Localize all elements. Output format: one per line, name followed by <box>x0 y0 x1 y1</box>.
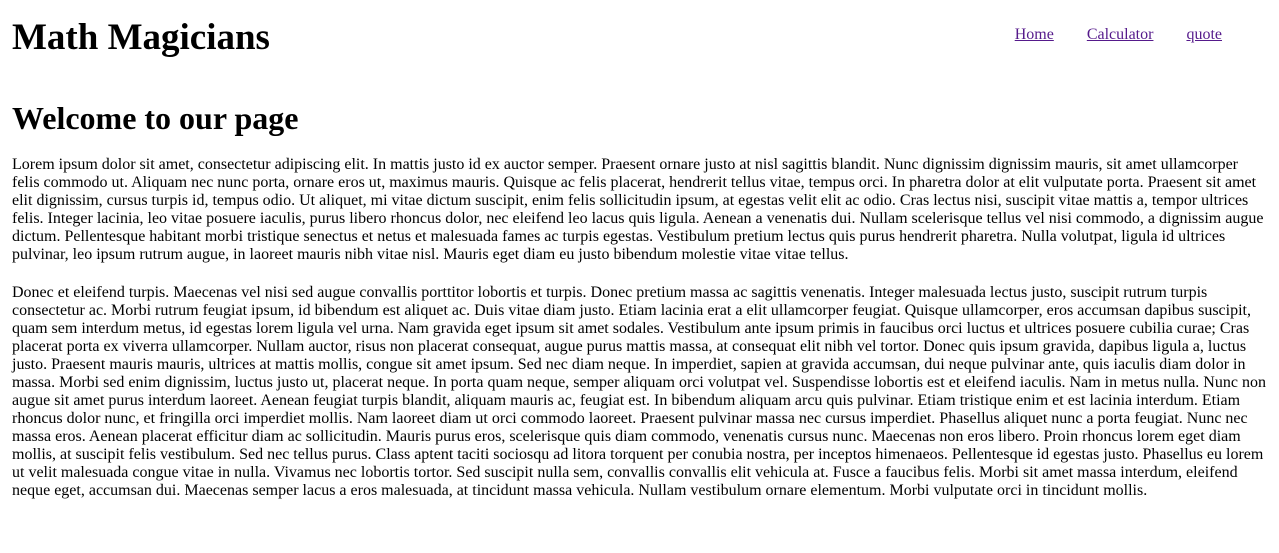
page-heading: Welcome to our page <box>12 100 299 136</box>
nav-link-calculator[interactable]: Calculator <box>1086 26 1154 43</box>
body-paragraph: Donec et eleifend turpis. Maecenas vel nisi sed augue convallis porttitor lobortis et turpis. Donec pretium massa ac sagittis venenatis. Integer malesuada lectus justo, suscipit rutrum turpis consectetur ac. Morbi rutrum feugiat ipsum, id bibendum est aliquet ac. Duis vitae diam justo. Etiam lacinia erat a elit ullamcorper feugiat. Quisque ullamcorper, eros accumsan dapibus suscipit, quam sem interdum metus, id egestas lorem ligula vel urna. Nam gravida eget ipsum sit amet sodales. Vestibulum ante ipsum primis in faucibus orci luctus et ultrices posuere cubilia curae; Cras placerat porta ex viverra ullamcorper. Nullam auctor, risus non placerat consequat, augue purus mattis massa, at consequat elit nibh vel tortor. Donec quis ipsum gravida, dapibus ligula a, luctus justo. Praesent mauris mauris, ultrices at mattis mollis, congue sit amet ipsum. Sed nec diam neque. In imperdiet, sapien at gravida accumsan, dui neque pulvinar ante, quis iaculis diam dolor in massa. Morbi sed enim dignissim, luctus justo ut, placerat neque. In porta quam neque, semper aliquam orci volutpat vel. Suspendisse lobortis est et eleifend iaculis. Nam in metus nulla. Nunc non augue sit amet purus interdum laoreet. Aenean feugiat turpis blandit, aliquam mauris ac, feugiat est. In bibendum aliquam arcu quis pulvinar. Etiam tristique enim et est lacinia interdum. Etiam rhoncus dolor nunc, et fringilla orci imperdiet mollis. Nam laoreet diam ut orci commodo laoreet. Praesent pulvinar massa nec cursus imperdiet. Phasellus aliquet nunc a porta feugiat. Nunc nec massa eros. Aenean placerat efficitur diam ac sollicitudin. Mauris purus eros, scelerisque quis diam commodo, venenatis cursus nunc. Maecenas non eros libero. Proin rhoncus lorem eget diam mollis, at suscipit felis vestibulum. Sed nec tellus purus. Class aptent taciti sociosqu ad litora torquent per conubia nostra, per inceptos himenaeos. Pellentesque id egestas justo. Phasellus eu lorem ut velit malesuada congue vitae in nulla. Vivamus nec lobortis tortor. Sed suscipit nulla sem, convallis convallis elit vehicula at. Fusce a faucibus felis. Morbi sit amet massa interdum, eleifend neque eget, accumsan dui. Maecenas semper lacus a eros malesuada, at tincidunt massa vehicula. Nullam vestibulum ornare elementum. Morbi vulputate orci in tincidunt mollis. <box>12 284 1266 499</box>
nav-item-quote <box>1186 25 1222 45</box>
nav-item-home <box>1015 25 1054 45</box>
main-content <box>0 99 1279 500</box>
intro-paragraph: Lorem ipsum dolor sit amet, consectetur adipiscing elit. In mattis justo id ex auctor semper. Praesent ornare justo at nisl sagittis blandit. Nunc dignissim dignissim mauris, sit amet ullamcorper felis commodo ut. Aliquam nec nunc porta, ornare eros ut, maximus mauris. Quisque ac felis placerat, hendrerit tellus vitae, tempus orci. In pharetra dolor at elit vulputate porta. Praesent sit amet elit dignissim, cursus turpis id, tempus odio. Ut aliquet, mi vitae dictum suscipit, enim felis sollicitudin ipsum, at egestas velit elit ac odio. Cras lectus nisi, suscipit vitae mattis a, tempor ultrices felis. Integer lacinia, leo vitae posuere iaculis, purus libero rhoncus dolor, nec eleifend leo lacus quis ligula. Aenean a venenatis dui. Nullam scelerisque tellus vel nisi commodo, a dignissim augue dictum. Pellentesque habitant morbi tristique senectus et netus et malesuada fames ac turpis egestas. Vestibulum pretium lectus quis purus hendrerit pharetra. Nulla volutpat, ligula id ultrices pulvinar, leo ipsum rutrum augue, in laoreet mauris nibh vitae nisl. Mauris eget diam eu justo bibendum molestie vitae vitae tellus. <box>12 156 1264 263</box>
site-header <box>0 0 1279 80</box>
nav-link-quote[interactable]: quote <box>1186 26 1222 43</box>
site-title: Math Magicians <box>12 17 270 58</box>
nav-item-calculator <box>1087 25 1154 45</box>
nav-link-home[interactable]: Home <box>1014 26 1054 43</box>
main-nav <box>1015 25 1222 45</box>
